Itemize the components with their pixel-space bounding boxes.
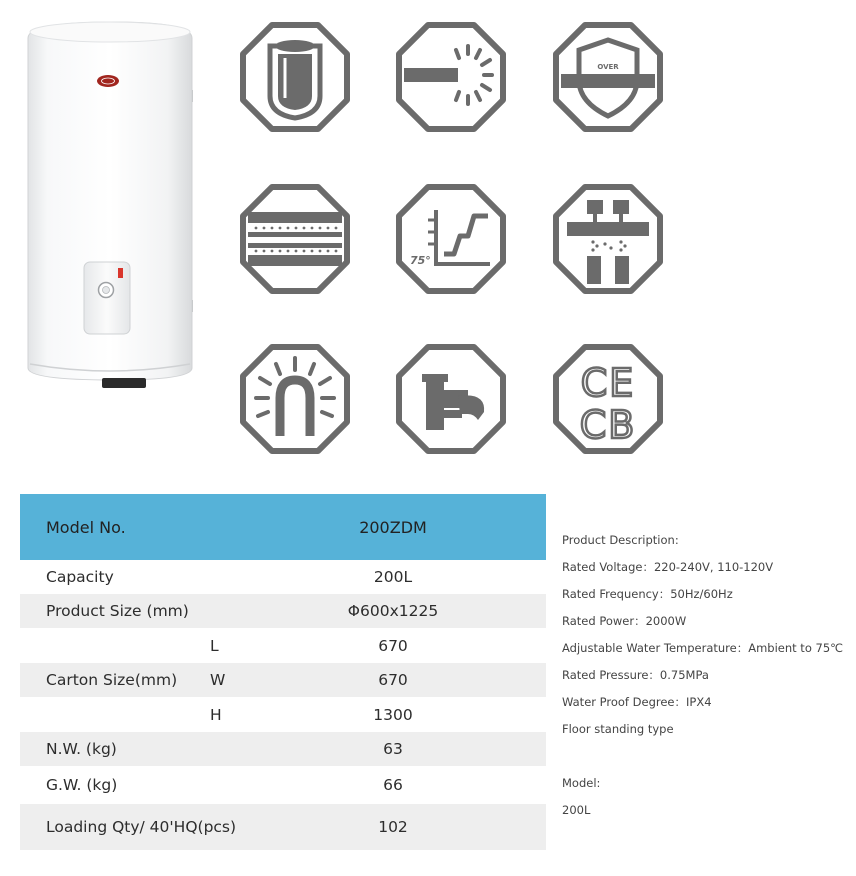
svg-text:CB: CB xyxy=(579,403,637,447)
temperature-control-icon xyxy=(396,184,506,294)
spec-table xyxy=(20,494,546,850)
svg-text:75°: 75° xyxy=(410,254,431,267)
description-line: Rated Pressure：0.75MPa xyxy=(562,668,709,682)
overheat-protection-icon xyxy=(553,22,663,132)
carton-w-value: 670 xyxy=(240,663,546,697)
description-line: Rated Frequency：50Hz/60Hz xyxy=(562,587,733,601)
table-row xyxy=(20,560,546,594)
product-description xyxy=(562,527,852,824)
description-title: Product Description: xyxy=(562,533,679,547)
table-row xyxy=(20,804,546,850)
svg-text:CE: CE xyxy=(580,361,636,405)
capacity-label: Capacity xyxy=(46,568,114,586)
nw-label: N.W. (kg) xyxy=(20,732,240,766)
description-line: Rated Voltage：220-240V, 110-120V xyxy=(562,560,774,574)
carton-h-label: H xyxy=(210,705,222,724)
description-line: Water Proof Degree：IPX4 xyxy=(562,695,712,709)
model-value: 200ZDM xyxy=(240,494,546,560)
carton-l-value: 670 xyxy=(378,636,408,655)
table-header-row xyxy=(20,494,546,560)
magnesium-anode-icon xyxy=(240,344,350,454)
model-value-text: 200L xyxy=(562,803,591,817)
nw-value: 63 xyxy=(240,732,546,766)
product-size-label: Product Size (mm) xyxy=(20,594,240,628)
safety-valve-icon xyxy=(553,184,663,294)
table-row xyxy=(20,732,546,766)
insulation-layer-icon xyxy=(240,184,350,294)
model-label: Model No. xyxy=(20,494,240,560)
ce-cb-certification-icon xyxy=(553,344,663,454)
description-line: Adjustable Water Temperature：Ambient to 75℃ xyxy=(562,641,844,655)
carton-w-label: W xyxy=(210,663,240,697)
loading-qty-value: 102 xyxy=(240,804,546,850)
description-line: Floor standing type xyxy=(562,722,674,736)
carton-h-value: 1300 xyxy=(373,705,413,724)
table-row xyxy=(20,594,546,628)
table-row xyxy=(20,766,546,804)
loading-qty-label: Loading Qty/ 40'HQ(pcs) xyxy=(20,804,240,850)
product-image-water-heater xyxy=(26,18,202,390)
brand-logo-badge xyxy=(97,75,119,87)
table-row xyxy=(20,628,546,663)
heating-element-icon xyxy=(396,22,506,132)
enamel-tank-icon xyxy=(240,22,350,132)
carton-size-label: Carton Size(mm) xyxy=(20,628,210,732)
carton-l-label: L xyxy=(210,636,219,655)
gw-label: G.W. (kg) xyxy=(46,776,118,794)
product-size-value: Φ600x1225 xyxy=(240,594,546,628)
gw-value: 66 xyxy=(383,776,403,794)
capacity-value: 200L xyxy=(373,568,413,586)
water-fitting-icon xyxy=(396,344,506,454)
svg-text:OVER: OVER xyxy=(597,63,619,71)
description-line: Rated Power：2000W xyxy=(562,614,687,628)
model-label-text: Model: xyxy=(562,776,601,790)
